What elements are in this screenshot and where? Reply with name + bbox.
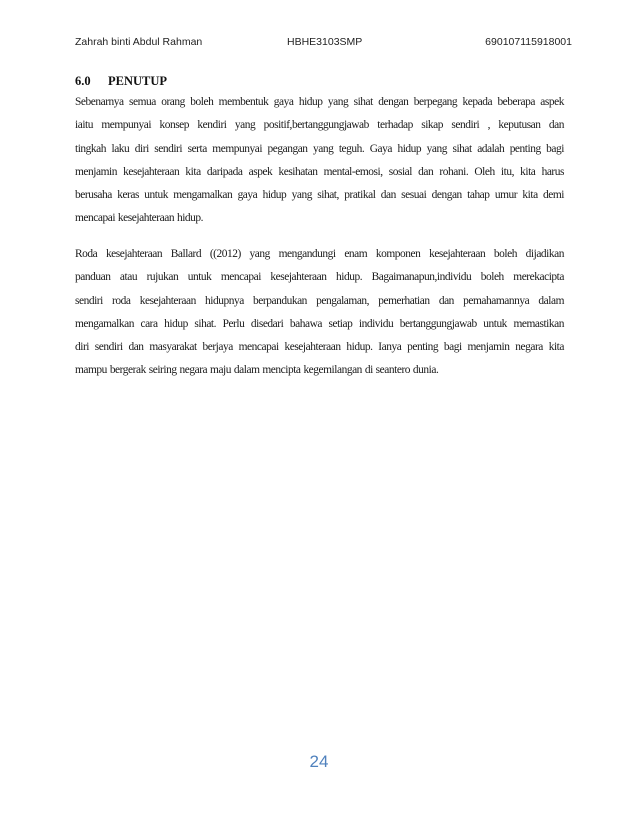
header-author: Zahrah binti Abdul Rahman [75,36,203,48]
section-heading [75,74,167,89]
paragraph-line: mencapai kesejahteraan hidup. [75,212,204,225]
paragraph-line: tingkah laku diri sendiri serta mempunyai pegangan yang teguh. Gaya hidup yang sihat adalah penting bagi [75,142,564,155]
paragraph-line: sendiri roda kesejahteraan hidupnya berpandukan pengalaman, pemerhatian dan pemahamannya dalam [75,294,564,307]
page-header [75,36,572,52]
paragraph-line: diri sendiri dan masyarakat berjaya mencapai kesejahteraan hidup. Ianya penting bagi menjamin negara kita [75,341,564,354]
page-number: 24 [309,752,329,771]
paragraph-line: iaitu mempunyai konsep kendiri yang positif,bertanggungjawab terhadap sikap sendiri , keputusan dan [75,119,564,132]
section-title: PENUTUP [108,74,168,88]
section-number: 6.0 [75,74,91,88]
paragraph-line: mampu bergerak seiring negara maju dalam mencipta kegemilangan di seantero dunia. [75,364,439,377]
paragraph-line: menjamin kesejahteraan kita daripada aspek kesihatan mental-emosi, sosial dan rohani. Oleh itu, kita harus [75,165,564,178]
paragraph-line: Roda kesejahteraan Ballard ((2012) yang mengandungi enam komponen kesejahteraan boleh dijadikan [75,248,564,260]
header-course-code: HBHE3103SMP [287,36,363,48]
paragraph-line: panduan atau rujukan untuk mencapai kesejahteraan hidup. Bagaimanapun,individu boleh merekacipta [75,271,564,284]
paragraph-line: Sebenarnya semua orang boleh membentuk gaya hidup yang sihat dengan berpegang kepada beberapa aspek [75,96,564,108]
paragraph-1 [75,91,564,231]
paragraph-2 [75,243,564,383]
paragraph-line: berusaha keras untuk mengamalkan gaya hidup yang sihat, pratikal dan sesuai dengan tahap umur kita demi [75,189,564,202]
paragraph-line: mengamalkan cara hidup sihat. Perlu disedari bahawa setiap individu bertanggungjawab untuk memastikan [75,317,564,330]
header-student-id: 690107115918001 [485,36,572,48]
